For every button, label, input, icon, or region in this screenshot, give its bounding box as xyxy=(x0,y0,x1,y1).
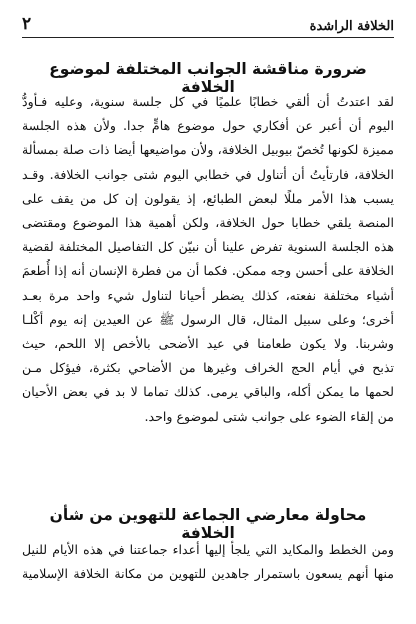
paragraph-line: منها أنهم يسعون باستمرار جاهدين للتهوين من مكانة الخلافة الإسلامية xyxy=(22,566,394,582)
section-2-paragraph xyxy=(22,538,394,586)
section-heading-2: محاولة معارضي الجماعة للتهوين من شأن الخلافة xyxy=(49,506,367,542)
page-number: ٢ xyxy=(22,14,32,34)
paragraph-line: من إلقاء الضوء على جوانب شتى لموضوع واحد. xyxy=(144,408,394,424)
paragraph-line: المنصة يلقي خطابا حول الخلافة، ولكن أهمية هذا الموضوع ومقتضى xyxy=(22,215,394,231)
paragraph-line: أشياء مختلفة نفعته، كذلك يضطر أحيانا لتناول شيء واحد مرة بعـد xyxy=(22,287,394,303)
section-heading-1: ضرورة مناقشة الجوانب المختلفة لموضوع الخلافة xyxy=(49,60,367,96)
paragraph-line: لقد اعتدتُ أن ألقي خطابًا علميًا في كل جلسة سنوية، وعليه فـأودُّ xyxy=(22,94,394,109)
paragraph-line: اليوم أن أعبر عن أفكاري حول موضوع هامٍّ جدا. ولأن هذه الجلسة xyxy=(22,118,394,134)
paragraph-line: الخلافة على أحسن وجه ممكن. فكما أن من فطرة الإنسان أنه إذا أُطعمَ xyxy=(22,263,394,279)
section-1-paragraph xyxy=(22,90,394,429)
paragraph-line: الخلافة، فارتأيتُ أن أتناول في خطابي اليوم شتى جوانب الخلافة. وقـد xyxy=(22,166,394,182)
paragraph-line: هذه الجلسة السنوية تفرض علينا أن نبيّن كل التفاصيل المختلفة لقضية xyxy=(22,239,394,255)
running-header xyxy=(22,14,394,38)
book-title: الخلافة الراشدة xyxy=(309,19,394,34)
paragraph-line: وشربنا. ولا يكون طعامنا في عيد الأضحى بالأخص إلا اللحم، حيث xyxy=(22,336,394,352)
paragraph-line: لحمها ما يمكن أكله، والباقي يرمى. كذلك تماما لا بد في بعض الأحيان xyxy=(22,384,394,400)
paragraph-line: ومن الخطط والمكايد التي يلجأ إليها أعداء جماعتنا في هذه الأيام للنيل xyxy=(22,542,394,557)
paragraph-line: أخرى؛ وعلى سبيل المثال، قال الرسول ﷺ عن العيدين إنه يوم أكْلـا xyxy=(22,311,394,327)
paragraph-line: مميزة لكونها تُخصّ بيوبيل الخلافة، ولأن مواضيعها أيضا ذات صلة بمسألة xyxy=(22,142,394,158)
paragraph-line: يسبب هذا الأمر مللًا لبعض الطبائع، إذ يقولون إن كل من يقف على xyxy=(22,190,394,206)
paragraph-line: تذبح في أيام الحج الخراف وغيرها من الأضاحي بكثرة، فيؤكل مـن xyxy=(22,360,394,376)
